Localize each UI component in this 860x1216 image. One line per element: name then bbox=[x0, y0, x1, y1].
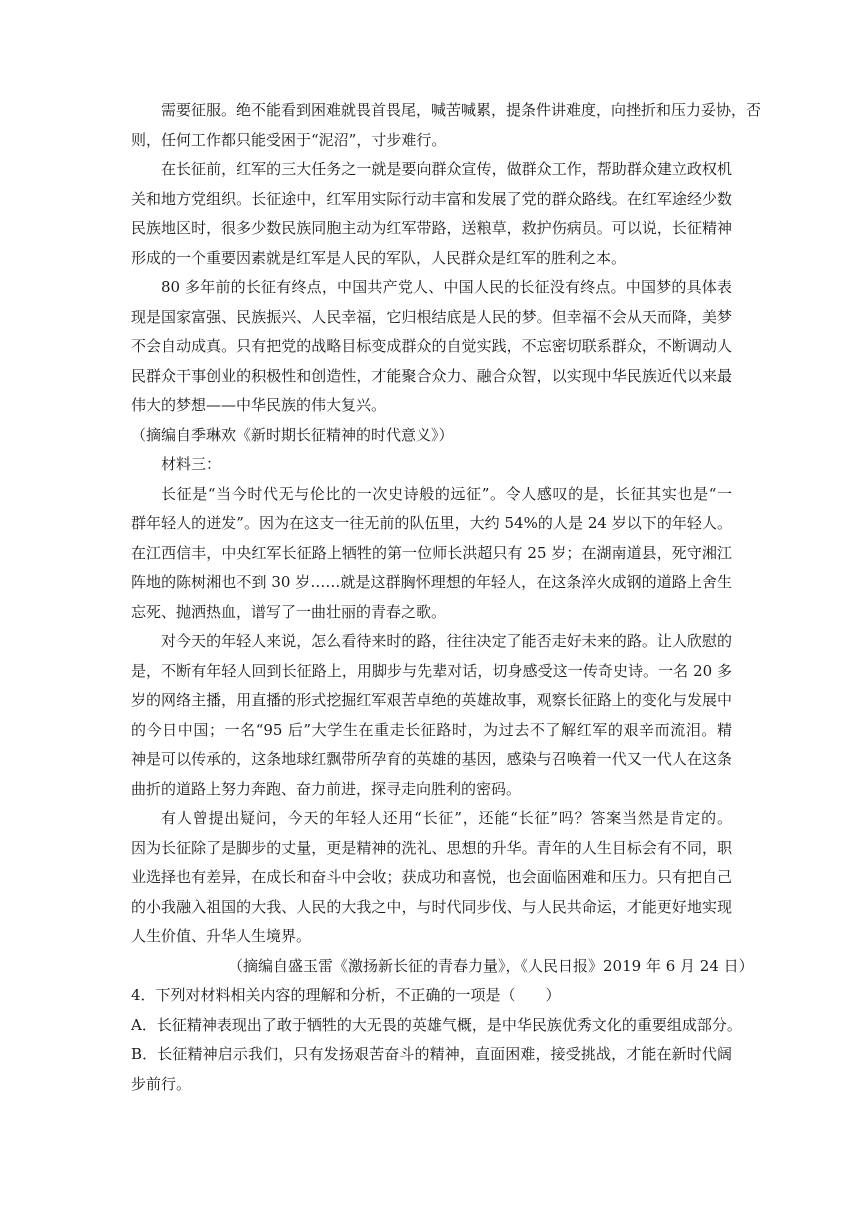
source-citation bbox=[131, 952, 754, 982]
text-line: 则，任何工作都只能受困于“泥沼”，寸步难行。 bbox=[131, 130, 447, 149]
text-line: 因为长征除了是脚步的丈量，更是精神的洗礼、思想的升华。青年的人生目标会有不同，职 bbox=[131, 838, 732, 857]
text-line: 业选择也有差异，在成长和奋斗中会收；获成功和喜悦，也会面临困难和压力。只有把自己 bbox=[131, 868, 732, 886]
text-line: 现是国家富强、民族振兴、人民幸福，它归根结底是人民的梦。但幸福不会从天而降，美梦 bbox=[131, 307, 732, 326]
text-line: 需要征服。绝不能看到困难就畏首畏尾，喊苦喊累，提条件讲难度，向挫折和压力妥协，否 bbox=[161, 101, 762, 119]
text-line: 关和地方党组织。长征途中，红军用实际行动丰富和发展了党的群众路线。在红军途经少数 bbox=[131, 189, 732, 208]
body-paragraph bbox=[131, 804, 732, 952]
body-paragraph bbox=[131, 273, 732, 421]
text-line: 曲折的道路上努力奔跑、奋力前进，探寻走向胜利的密码。 bbox=[131, 779, 522, 798]
section-heading bbox=[131, 450, 732, 480]
body-paragraph bbox=[131, 627, 732, 804]
text-line: 4．下列对材料相关内容的理解和分析，不正确的一项是（ ） bbox=[131, 986, 561, 1004]
text-line: 材料三： bbox=[161, 455, 222, 473]
text-line: 在江西信丰，中央红军长征路上牺牲的第一位师长洪超只有 25 岁；在湖南道县，死守湘江 bbox=[131, 543, 732, 562]
text-line: 的小我融入祖国的大我、人民的大我之中，与时代同步伐、与人民共命运，才能更好地实现 bbox=[131, 897, 732, 916]
text-line: 伟大的梦想——中华民族的伟大复兴。 bbox=[131, 396, 387, 414]
body-paragraph bbox=[131, 480, 732, 628]
text-line: 在长征前，红军的三大任务之一就是要向群众宣传，做群众工作，帮助群众建立政权机 bbox=[161, 160, 732, 178]
source-citation bbox=[131, 421, 732, 451]
answer-option bbox=[131, 1040, 732, 1099]
text-line: 岁的网络主播，用直播的形式挖掘红军艰苦卓绝的英雄故事，观察长征路上的变化与发展中 bbox=[131, 691, 732, 709]
text-line: 民族地区时，很多少数民族同胞主动为红军带路，送粮草，救护伤病员。可以说，长征精神 bbox=[131, 219, 732, 237]
text-line: 是，不断有年轻人回到长征路上，用脚步与先辈对话，切身感受这一传奇史诗。一名 20 多 bbox=[131, 661, 732, 680]
text-line: 有人曾提出疑问，今天的年轻人还用“长征”，还能“长征”吗？答案当然是肯定的。 bbox=[161, 809, 732, 827]
text-line: 神是可以传承的，这条地球红飘带所孕育的英雄的基因，感染与召唤着一代又一代人在这条 bbox=[131, 750, 732, 768]
text-line: A．长征精神表现出了敢于牺牲的大无畏的英雄气概，是中华民族优秀文化的重要组成部分。 bbox=[131, 1015, 742, 1034]
text-line: （摘编自季琳欢《新时期长征精神的时代意义》） bbox=[131, 425, 454, 444]
body-paragraph bbox=[131, 155, 732, 273]
question-stem bbox=[131, 981, 732, 1011]
body-paragraph bbox=[131, 96, 762, 155]
text-line: 群年轻人的迸发”。因为在这支一往无前的队伍里，大约 54%的人是 24 岁以下的年轻人。 bbox=[131, 514, 732, 532]
text-line: 对今天的年轻人来说，怎么看待来时的路，往往决定了能否走好未来的路。让人欣慰的 bbox=[161, 632, 732, 650]
text-line: 80 多年前的长征有终点，中国共产党人、中国人民的长征没有终点。中国梦的具体表 bbox=[161, 278, 732, 296]
text-line: 步前行。 bbox=[131, 1074, 192, 1093]
text-line: 长征是“当今时代无与伦比的一次史诗般的远征”。令人感叹的是，长征其实也是“一 bbox=[161, 484, 732, 503]
text-line: 阵地的陈树湘也不到 30 岁……就是这群胸怀理想的年轻人，在这条淬火成钢的道路上舍生 bbox=[131, 573, 732, 591]
text-line: （摘编自盛玉雷《激扬新长征的青春力量》，《人民日报》2019 年 6 月 24 日） bbox=[228, 956, 754, 975]
text-line: 形成的一个重要因素就是红军是人民的军队，人民群众是红军的胜利之本。 bbox=[131, 248, 627, 267]
text-line: 不会自动成真。只有把党的战略目标变成群众的自觉实践，不忘密切联系群众，不断调动人 bbox=[131, 337, 732, 355]
text-line: 人生价值、升华人生境界。 bbox=[131, 927, 312, 945]
answer-option bbox=[131, 1011, 742, 1041]
text-line: B．长征精神启示我们，只有发扬艰苦奋斗的精神，直面困难，接受挑战，才能在新时代阔 bbox=[131, 1045, 732, 1063]
text-line: 忘死、抛洒热血，谱写了一曲壮丽的青春之歌。 bbox=[131, 602, 447, 621]
text-line: 的今日中国；一名“95 后”大学生在重走长征路时，为过去不了解红军的艰辛而流泪。精 bbox=[131, 720, 732, 739]
text-line: 民群众干事创业的积极性和创造性，才能聚合众力、融合众智，以实现中华民族近代以来最 bbox=[131, 366, 732, 385]
